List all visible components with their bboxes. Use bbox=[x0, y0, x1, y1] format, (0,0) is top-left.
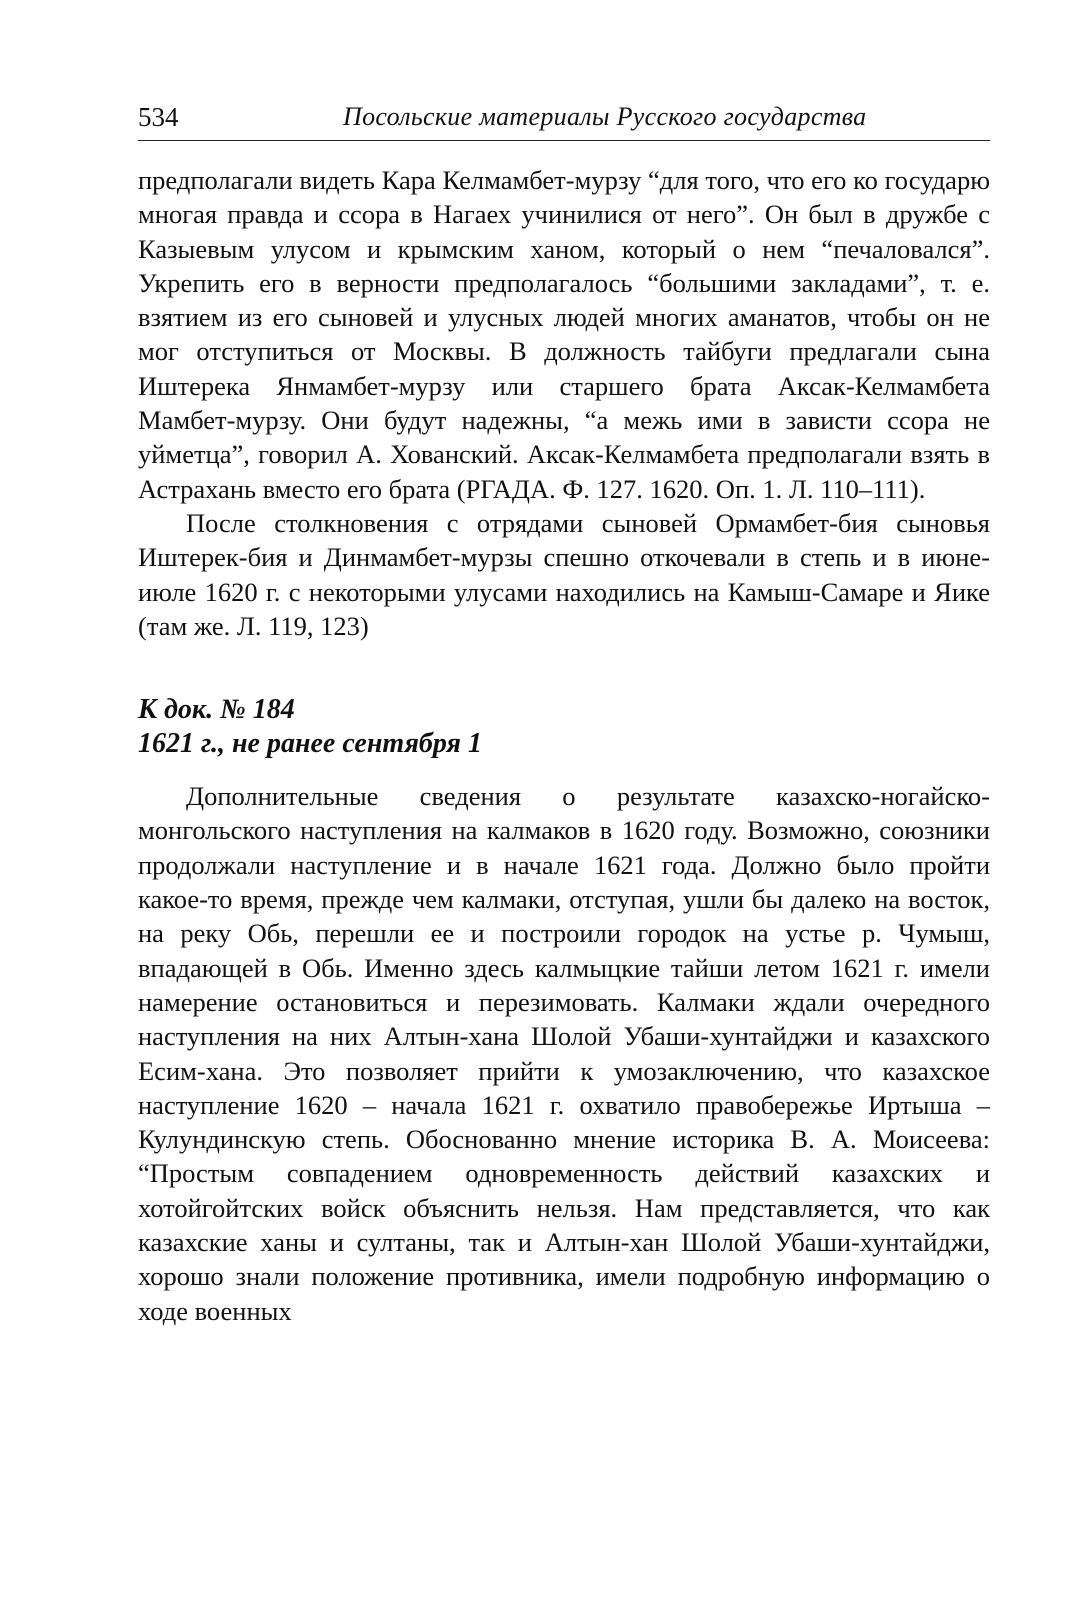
page-number: 534 bbox=[138, 102, 179, 132]
body-text-top bbox=[138, 163, 990, 643]
document-page bbox=[138, 96, 990, 1328]
section-heading-doc-number: К док. № 184 bbox=[138, 694, 295, 726]
section-heading-date: 1621 г., не ранее сентября 1 bbox=[138, 728, 482, 760]
body-text-bottom bbox=[138, 779, 990, 1328]
paragraph-continuation: предполагали видеть Кара Келмамбет-мурзу “для того, что его ко государю многая правда и ссора в Нагаех учинилися от него”. Он был в дружбе с Казыевым улусом и крымским ханом, который о нем “печаловался”. Укрепить его в верности предполагалось “большими закладами”, т. е. взятием из его сыновей и улусных людей многих аманатов, чтобы он не мог отступиться от Москвы. В должность тайбуги предлагали сына Иштерека Янмамбет-мурзу или старшего брата Аксак-Келмамбета Мамбет-мурзу. Они будут надежны, “а межь ими в зависти ссора не уйметца”, говорил А. Хованский. Аксак-Келмамбета предполагали взять в Астрахань вместо его брата (РГАДА. Ф. 127. 1620. Оп. 1. Л. 110–111). bbox=[138, 165, 990, 504]
section-heading bbox=[138, 693, 990, 761]
paragraph: Дополнительные сведения о результате казахско-ногайско-монгольского наступления на калмаков в 1620 году. Возможно, союзники продолжали наступление и в начале 1621 года. Должно было пройти какое-то время, прежде чем калмаки, отступая, ушли бы далеко на восток, на реку Обь, перешли ее и построили городок на устье р. Чумыш, впадающей в Обь. Именно здесь калмыцкие тайши летом 1621 г. имели намерение остановиться и перезимовать. Калмаки ждали очередного наступления на них Алтын-хана Шолой Убаши-хунтайджи и казахского Есим-хана. Это позволяет прийти к умозаключению, что казахское наступление 1620 – начала 1621 г. охватило правобережье Иртыша – Кулундинскую степь. Обоснованно мнение историка В. А. Моисеева: “Простым совпадением одновременность действий казахских и хотойгойтских войск объяснить нельзя. Нам представляется, что как казахские ханы и султаны, так и Алтын-хан Шолой Убаши-хунтайджи, хорошо знали положение противника, имели подробную информацию о ходе военных bbox=[138, 781, 990, 1326]
running-title: Посольские материалы Русского государства bbox=[343, 102, 867, 131]
running-header bbox=[138, 96, 990, 141]
paragraph: После столкновения с отрядами сыновей Ормамбет-бия сыновья Иштерек-бия и Динмамбет-мурзы спешно откочевали в степь и в июне-июле 1620 г. с некоторыми улусами находились на Камыш-Самаре и Яике (там же. Л. 119, 123) bbox=[138, 507, 990, 641]
